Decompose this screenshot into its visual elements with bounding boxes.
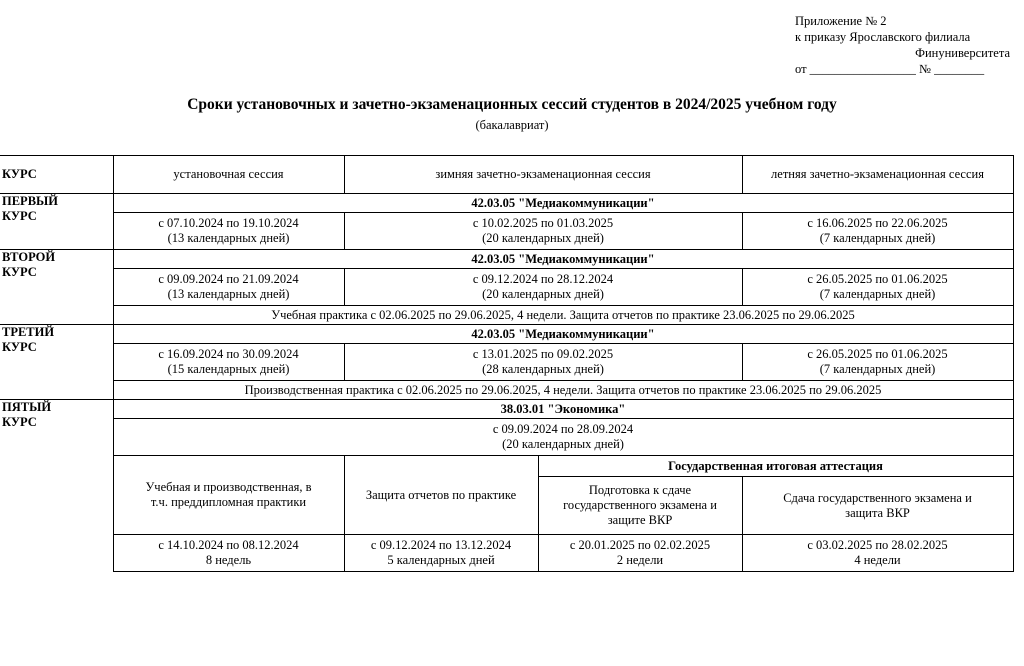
appendix-line-4: от _________________ № ________ bbox=[795, 62, 985, 76]
table-row bbox=[0, 306, 1013, 325]
appendix-block bbox=[795, 13, 1010, 77]
date-range: с 03.02.2025 по 28.02.2025 bbox=[807, 538, 948, 552]
header-install-session: установочная сессия bbox=[113, 156, 344, 194]
install-dates bbox=[113, 213, 344, 250]
session-schedule-table bbox=[0, 155, 1014, 572]
defense-dates bbox=[344, 535, 538, 572]
duration: (7 календарных дней) bbox=[819, 287, 936, 301]
duration: (15 календарных дней) bbox=[167, 362, 290, 376]
program-name: 42.03.05 "Медиакоммуникации" bbox=[113, 325, 1013, 344]
header-text: защита ВКР bbox=[845, 505, 910, 520]
kurs-label: ТРЕТИЙ bbox=[2, 325, 55, 339]
exam-header bbox=[742, 477, 1013, 535]
date-range: с 10.02.2025 по 01.03.2025 bbox=[472, 216, 614, 230]
winter-dates bbox=[344, 213, 742, 250]
defense-header: Защита отчетов по практике bbox=[344, 456, 538, 535]
winter-dates bbox=[344, 344, 742, 381]
date-range: с 26.05.2025 по 01.06.2025 bbox=[807, 272, 948, 286]
gia-header: Государственная итоговая аттестация bbox=[538, 456, 1013, 477]
duration: (13 календарных дней) bbox=[167, 287, 290, 301]
date-range: с 26.05.2025 по 01.06.2025 bbox=[807, 347, 948, 361]
practice-note: Производственная практика с 02.06.2025 по 29.06.2025, 4 недели. Защита отчетов по практике 23.06.2025 по 29.06.2025 bbox=[113, 381, 1013, 400]
prep-header bbox=[538, 477, 742, 535]
summer-dates bbox=[742, 213, 1013, 250]
table-row bbox=[0, 400, 1013, 419]
duration: 2 недели bbox=[616, 553, 664, 567]
kurs-label: КУРС bbox=[2, 209, 37, 223]
kurs-label: КУРС bbox=[2, 265, 37, 279]
table-row bbox=[0, 419, 1013, 456]
header-text: Сдача государственного экзамена и bbox=[783, 490, 972, 505]
date-range: с 09.09.2024 по 21.09.2024 bbox=[158, 272, 299, 286]
header-winter-session: зимняя зачетно-экзаменационная сессия bbox=[344, 156, 742, 194]
duration: 4 недели bbox=[854, 553, 901, 567]
kurs-second bbox=[0, 250, 113, 325]
table-row bbox=[0, 535, 1013, 572]
date-range: с 14.10.2024 по 08.12.2024 bbox=[158, 538, 299, 552]
appendix-line-1: Приложение № 2 bbox=[795, 14, 887, 28]
prep-dates bbox=[538, 535, 742, 572]
date-range: с 09.12.2024 по 13.12.2024 bbox=[370, 538, 512, 552]
date-range: с 16.06.2025 по 22.06.2025 bbox=[807, 216, 948, 230]
table-row bbox=[0, 269, 1013, 306]
header-kurs: КУРС bbox=[0, 156, 113, 194]
duration: (20 календарных дней) bbox=[482, 231, 604, 245]
duration: (7 календарных дней) bbox=[819, 362, 936, 376]
kurs-label: КУРС bbox=[2, 415, 37, 429]
kurs-label: КУРС bbox=[2, 340, 37, 354]
duration: (28 календарных дней) bbox=[482, 362, 604, 376]
date-range: с 09.09.2024 по 28.09.2024 bbox=[492, 422, 634, 436]
header-text: Учебная и производственная, в bbox=[145, 480, 312, 494]
install-dates bbox=[113, 344, 344, 381]
duration: 8 недель bbox=[205, 553, 252, 567]
kurs-first bbox=[0, 194, 113, 250]
summer-dates bbox=[742, 344, 1013, 381]
exam-dates bbox=[742, 535, 1013, 572]
header-text: государственного экзамена и bbox=[563, 498, 717, 513]
kurs-third bbox=[0, 325, 113, 400]
duration: (20 календарных дней) bbox=[502, 437, 624, 451]
date-range: с 07.10.2024 по 19.10.2024 bbox=[158, 216, 299, 230]
table-row bbox=[0, 381, 1013, 400]
document-title: Сроки установочных и зачетно-экзаменационных сессий студентов в 2024/2025 учебном году bbox=[187, 96, 837, 113]
practice-dates bbox=[113, 535, 344, 572]
header-text: т.ч. преддипломная практики bbox=[150, 495, 307, 509]
kurs-label: ВТОРОЙ bbox=[2, 250, 56, 264]
date-range: с 09.12.2024 по 28.12.2024 bbox=[472, 272, 614, 286]
duration: 5 календарных дней bbox=[387, 553, 495, 567]
date-range: с 20.01.2025 по 02.02.2025 bbox=[569, 538, 711, 552]
duration: (13 календарных дней) bbox=[167, 231, 290, 245]
install-dates bbox=[113, 269, 344, 306]
fifth-session-dates bbox=[113, 419, 1013, 456]
program-name: 38.03.01 "Экономика" bbox=[113, 400, 1013, 419]
document-subtitle: (бакалавриат) bbox=[475, 118, 549, 132]
winter-dates bbox=[344, 269, 742, 306]
kurs-label: ПЕРВЫЙ bbox=[2, 194, 59, 208]
duration: (20 календарных дней) bbox=[482, 287, 604, 301]
date-range: с 13.01.2025 по 09.02.2025 bbox=[472, 347, 614, 361]
program-name: 42.03.05 "Медиакоммуникации" bbox=[113, 194, 1013, 213]
table-row bbox=[0, 325, 1013, 344]
table-row bbox=[0, 213, 1013, 250]
program-name: 42.03.05 "Медиакоммуникации" bbox=[113, 250, 1013, 269]
appendix-line-3: Финуниверситета bbox=[915, 46, 1010, 60]
table-header-row bbox=[0, 156, 1013, 194]
table-row bbox=[0, 456, 1013, 477]
appendix-line-2: к приказу Ярославского филиала bbox=[795, 30, 971, 44]
date-range: с 16.09.2024 по 30.09.2024 bbox=[158, 347, 299, 361]
practice-note: Учебная практика с 02.06.2025 по 29.06.2025, 4 недели. Защита отчетов по практике 23.06.2025 по 29.06.2025 bbox=[113, 306, 1013, 325]
table-row bbox=[0, 344, 1013, 381]
header-summer-session: летняя зачетно-экзаменационная сессия bbox=[742, 156, 1013, 194]
duration: (7 календарных дней) bbox=[819, 231, 936, 245]
table-row bbox=[0, 250, 1013, 269]
kurs-fifth bbox=[0, 400, 113, 572]
header-text: Подготовка к сдаче bbox=[588, 483, 692, 498]
kurs-label: ПЯТЫЙ bbox=[2, 400, 52, 414]
summer-dates bbox=[742, 269, 1013, 306]
header-text: защите ВКР bbox=[607, 513, 673, 528]
practice-header bbox=[113, 456, 344, 535]
table-row bbox=[0, 194, 1013, 213]
